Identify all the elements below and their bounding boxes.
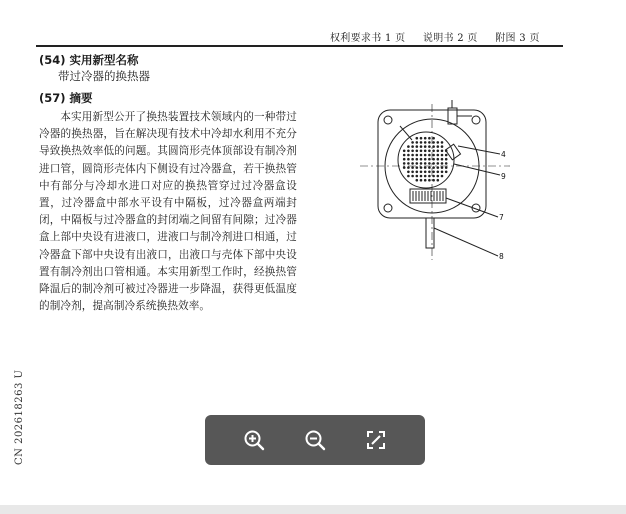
tube-dot	[424, 158, 427, 161]
tube-dot	[437, 162, 440, 165]
tube-dot	[432, 137, 435, 140]
tube-dot	[445, 162, 448, 165]
tube-dot	[445, 150, 448, 153]
tube-dot	[416, 179, 419, 182]
tube-dot	[411, 162, 414, 165]
tube-dot	[432, 175, 435, 178]
tube-dot	[420, 171, 423, 174]
abstract-heading: (57) 摘要	[39, 91, 93, 105]
tube-dot	[411, 175, 414, 178]
tube-dot	[428, 162, 431, 165]
tube-dot	[424, 162, 427, 165]
tube-dot	[437, 145, 440, 148]
outlet-pipe	[426, 218, 434, 248]
bolt-hole	[384, 204, 392, 212]
tube-dot	[420, 154, 423, 157]
tube-dot	[416, 145, 419, 148]
tube-dot	[420, 141, 423, 144]
tube-dot	[437, 175, 440, 178]
tube-dot	[432, 150, 435, 153]
tube-dot	[416, 175, 419, 178]
tube-dot	[428, 179, 431, 182]
tube-dot	[428, 145, 431, 148]
tube-dot	[420, 175, 423, 178]
tube-dot	[420, 179, 423, 182]
tube-dot	[420, 137, 423, 140]
tube-dot	[416, 166, 419, 169]
tube-dot	[432, 162, 435, 165]
tube-dot	[424, 141, 427, 144]
tube-dot	[403, 150, 406, 153]
tube-dot	[407, 175, 410, 178]
bolt-hole	[472, 116, 480, 124]
tube-dot	[403, 166, 406, 169]
tube-dot	[428, 141, 431, 144]
zoom-in-icon	[243, 429, 265, 451]
tube-dot	[432, 158, 435, 161]
tube-dot	[407, 150, 410, 153]
tube-dot	[441, 162, 444, 165]
tube-dot	[424, 150, 427, 153]
tube-dot	[445, 171, 448, 174]
tube-dot	[403, 158, 406, 161]
zoom-out-icon	[304, 429, 326, 451]
tube-dot	[428, 171, 431, 174]
heat-exchanger-drawing	[360, 100, 520, 265]
tube-dot	[411, 166, 414, 169]
tube-dot	[416, 150, 419, 153]
viewer-bottom-bar	[0, 505, 626, 514]
label-8: 8	[499, 252, 504, 261]
abstract-text: 本实用新型公开了换热装置技术领域内的一种带过冷器的换热器，旨在解决现有技术中冷却水利用不充分导致换热效率低的问题。其圆筒形壳体顶部设有制冷剂进口管，圆筒形壳体内下侧设有过冷器盒，若干换热管中有部分与冷却水进口对应的换热管穿过过冷器盒设置，过冷器盒中部水平设有中隔板，过冷器盒两端封闭，中隔板与过冷器盒的封闭端之间留有间隙；过冷器盒上部中央设有进液口，进液口与制冷剂进口相通，过冷器盒下部中央设有出液口，出液口与壳体下部中央设置有制冷剂出口管相通。本实用新型工作时，经换热管降温后的制冷剂可被过冷器进一步降温，获得更低温度的制冷剂，提高制冷系统换热效率。	[39, 111, 297, 313]
tube-dot	[420, 166, 423, 169]
tube-dot	[407, 154, 410, 157]
tube-dot	[437, 158, 440, 161]
tube-dot	[416, 141, 419, 144]
tube-dot	[428, 158, 431, 161]
label-4: 4	[501, 150, 506, 159]
tube-dot	[416, 158, 419, 161]
tube-dot	[420, 145, 423, 148]
tube-dot	[411, 141, 414, 144]
tube-dot	[428, 137, 431, 140]
tube-dot	[424, 179, 427, 182]
tube-dot	[437, 154, 440, 157]
tube-dot	[407, 158, 410, 161]
label-7: 7	[499, 213, 504, 222]
tube-dot	[407, 171, 410, 174]
tube-dot	[416, 137, 419, 140]
tube-dot	[437, 171, 440, 174]
label-9: 9	[501, 172, 506, 181]
bolt-hole	[384, 116, 392, 124]
tube-dot	[432, 171, 435, 174]
tube-dot	[432, 166, 435, 169]
model-name-heading: (54) 实用新型名称	[39, 53, 139, 67]
tube-dot	[432, 154, 435, 157]
tube-dot	[428, 154, 431, 157]
tube-dot	[441, 171, 444, 174]
tube-dot	[441, 175, 444, 178]
tube-dot	[411, 158, 414, 161]
tube-dot	[441, 150, 444, 153]
tube-dot	[424, 154, 427, 157]
tube-dot	[437, 141, 440, 144]
tube-dot	[407, 145, 410, 148]
description-pages: 说明书 2 页	[422, 33, 478, 44]
tube-dot	[411, 150, 414, 153]
publication-number: CN 202618263 U	[14, 369, 25, 465]
model-name: 带过冷器的换热器	[58, 69, 150, 83]
tube-dot	[411, 171, 414, 174]
tube-dot	[445, 158, 448, 161]
tube-dot	[441, 166, 444, 169]
tube-dot	[416, 154, 419, 157]
tube-dot	[411, 145, 414, 148]
abstract-body	[39, 109, 297, 315]
tube-dot	[420, 162, 423, 165]
tube-dot	[411, 154, 414, 157]
fullscreen-button[interactable]	[361, 425, 391, 455]
tube-dot	[441, 154, 444, 157]
claims-pages: 权利要求书 1 页	[330, 33, 406, 44]
tube-dot	[424, 145, 427, 148]
tube-dot	[420, 158, 423, 161]
tube-dot	[437, 150, 440, 153]
tube-dot	[437, 166, 440, 169]
tube-dot	[424, 171, 427, 174]
page-count-info	[330, 29, 554, 44]
tube-dot	[428, 150, 431, 153]
tube-dot	[432, 141, 435, 144]
header-rule	[36, 45, 563, 47]
tube-dot	[407, 166, 410, 169]
tube-dot	[416, 171, 419, 174]
tube-dot	[424, 166, 427, 169]
tube-dot	[416, 162, 419, 165]
tube-dot	[441, 158, 444, 161]
zoom-toolbar	[205, 415, 425, 465]
tube-dot	[403, 162, 406, 165]
tube-dot	[428, 166, 431, 169]
tube-dot	[424, 137, 427, 140]
tube-dot	[441, 145, 444, 148]
zoom-in-button[interactable]	[239, 425, 269, 455]
tube-dot	[432, 179, 435, 182]
tube-dot	[403, 154, 406, 157]
tube-dot	[407, 162, 410, 165]
tube-dot	[437, 179, 440, 182]
fullscreen-icon	[365, 429, 387, 451]
drawings-pages: 附图 3 页	[495, 33, 540, 44]
tube-dot	[428, 175, 431, 178]
tube-dot	[420, 150, 423, 153]
tube-dot	[445, 154, 448, 157]
tube-dot	[424, 175, 427, 178]
tube-dot	[441, 141, 444, 144]
zoom-out-button[interactable]	[300, 425, 330, 455]
tube-dot	[432, 145, 435, 148]
tube-dot	[445, 166, 448, 169]
